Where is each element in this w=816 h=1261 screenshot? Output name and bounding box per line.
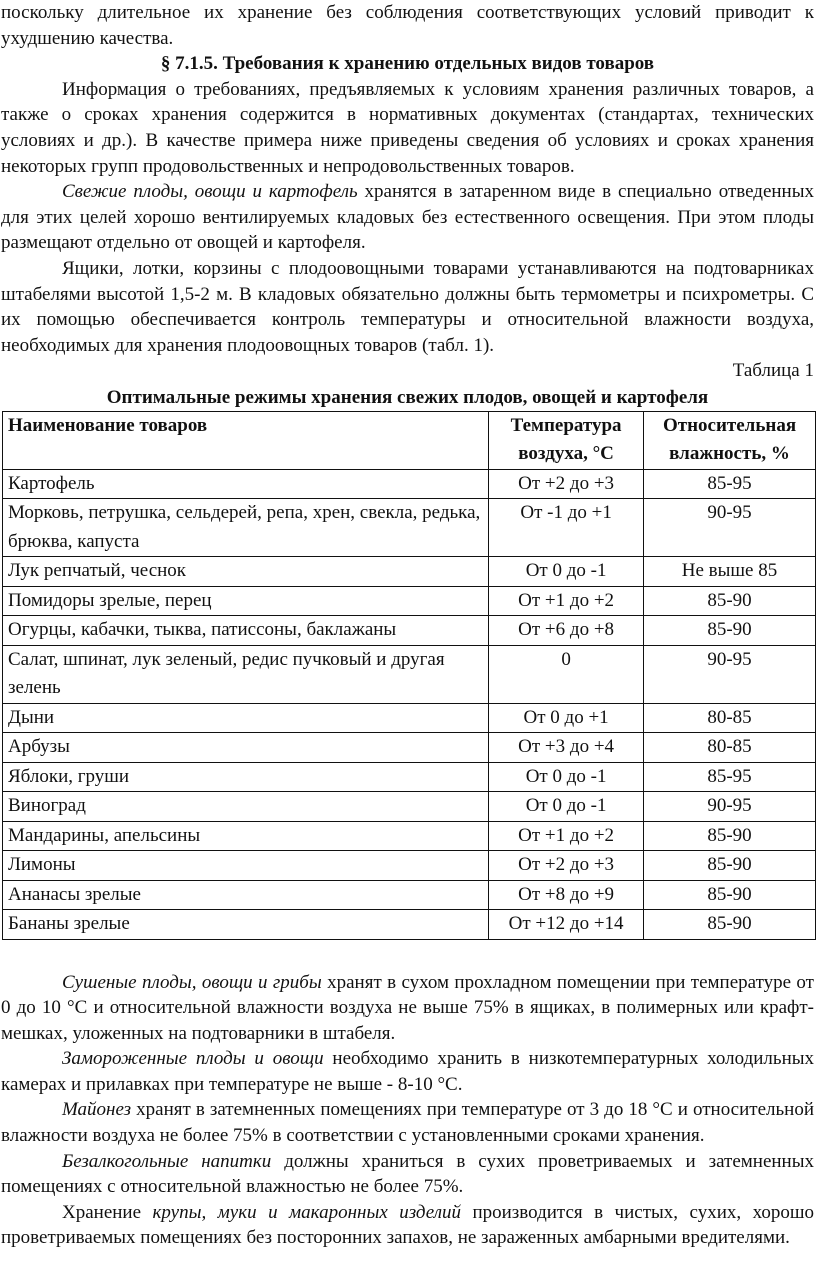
cell-temperature: От -1 до +1 <box>489 499 644 557</box>
paragraph-mayonnaise-text: хранят в затемненных помещениях при температуре от 3 до 18 °С и относительной влажности воздуха не более 75% в соответствии с установленными сроками хранения. <box>1 1099 814 1147</box>
cell-humidity: 85-90 <box>644 821 816 851</box>
paragraph-frozen-produce-italic: Замороженные плоды и овощи <box>62 1048 324 1070</box>
header-temperature: Температура воздуха, °С <box>489 411 644 469</box>
cell-product-name: Помидоры зрелые, перец <box>3 586 489 616</box>
table-title: Оптимальные режимы хранения свежих плодов, овощей и картофеля <box>106 386 709 408</box>
cell-temperature: От +2 до +3 <box>489 469 644 499</box>
cell-temperature: От +3 до +4 <box>489 733 644 763</box>
table-caption: Таблица 1 <box>732 360 814 382</box>
cell-product-name: Виноград <box>3 792 489 822</box>
paragraph-grains-flour-italic: крупы, муки и макаронных изделий <box>152 1201 461 1223</box>
paragraph-dried-produce-italic: Сушеные плоды, овощи и грибы <box>62 971 322 993</box>
cell-humidity: 85-90 <box>644 616 816 646</box>
paragraph-mayonnaise <box>1 1097 814 1148</box>
paragraph-soft-drinks-text: должны храниться в сухих проветриваемых и затемненных помещениях с относительной влажностью не более 75%. <box>1 1150 814 1198</box>
cell-product-name: Бананы зрелые <box>3 910 489 940</box>
cell-temperature: От +12 до +14 <box>489 910 644 940</box>
cell-humidity: 90-95 <box>644 792 816 822</box>
cell-product-name: Морковь, петрушка, сельдерей, репа, хрен, свекла, редька, брюква, капуста <box>3 499 489 557</box>
cell-humidity: 85-95 <box>644 469 816 499</box>
paragraph-fresh-produce <box>1 179 814 256</box>
intro-tail-paragraph: поскольку длительное их хранение без соблюдения соответствующих условий приводит к ухудшению качества. <box>1 2 814 49</box>
cell-humidity: 80-85 <box>644 733 816 763</box>
table-row <box>3 821 816 851</box>
table-row <box>3 762 816 792</box>
cell-product-name: Салат, шпинат, лук зеленый, редис пучковый и другая зелень <box>3 645 489 703</box>
paragraph-grains-flour-lead: Хранение <box>62 1201 153 1223</box>
cell-humidity: 85-90 <box>644 880 816 910</box>
paragraph-dried-produce-text: хранят в сухом прохладном помещении при температуре от 0 до 10 °С и относительной влажности воздуха не выше 75% в ящиках, в полимерных или крафт-мешках, уложенных на подтоварники в штабеля. <box>1 971 814 1044</box>
cell-product-name: Арбузы <box>3 733 489 763</box>
cell-product-name: Мандарины, апельсины <box>3 821 489 851</box>
table-row <box>3 499 816 557</box>
table-row <box>3 910 816 940</box>
paragraph-fresh-produce-italic: Свежие плоды, овощи и картофель <box>62 181 358 203</box>
cell-humidity: 85-90 <box>644 851 816 881</box>
cell-humidity: 85-90 <box>644 910 816 940</box>
cell-humidity: 85-95 <box>644 762 816 792</box>
header-product-name: Наименование товаров <box>3 411 489 469</box>
cell-humidity: 90-95 <box>644 499 816 557</box>
paragraph-soft-drinks-italic: Безалкогольные напитки <box>62 1150 272 1172</box>
paragraph-frozen-produce <box>1 1046 814 1097</box>
table-row <box>3 880 816 910</box>
table-row <box>3 792 816 822</box>
cell-product-name: Дыни <box>3 703 489 733</box>
paragraph-mayonnaise-italic: Майонез <box>62 1099 132 1121</box>
cell-temperature: От 0 до -1 <box>489 762 644 792</box>
cell-temperature: От 0 до -1 <box>489 792 644 822</box>
table-row <box>3 703 816 733</box>
paragraph-boxes-storage: Ящики, лотки, корзины с плодоовощными товарами устанавливаются на подтоварниках штабелями высотой 1,5-2 м. В кладовых обязательно должны быть термометры и психрометры. С их помощью обеспечивается контроль температуры и относительной влажности воздуха, необходимых для хранения плодоовощных товаров (табл. 1). <box>1 257 814 356</box>
cell-product-name: Картофель <box>3 469 489 499</box>
cell-temperature: От 0 до -1 <box>489 557 644 587</box>
cell-humidity: 80-85 <box>644 703 816 733</box>
cell-humidity: 90-95 <box>644 645 816 703</box>
cell-temperature: От +1 до +2 <box>489 821 644 851</box>
cell-product-name: Лук репчатый, чеснок <box>3 557 489 587</box>
table-row <box>3 586 816 616</box>
cell-temperature: 0 <box>489 645 644 703</box>
table-row <box>3 851 816 881</box>
spacer <box>1 940 814 970</box>
table-header-row <box>3 411 816 469</box>
section-title: § 7.1.5. Требования к хранению отдельных видов товаров <box>160 53 655 75</box>
cell-temperature: От +1 до +2 <box>489 586 644 616</box>
table-body <box>3 469 816 939</box>
cell-humidity: Не выше 85 <box>644 557 816 587</box>
cell-temperature: От 0 до +1 <box>489 703 644 733</box>
cell-product-name: Ананасы зрелые <box>3 880 489 910</box>
paragraph-requirements-info: Информация о требованиях, предъявляемых к условиям хранения различных товаров, а также о сроках хранения содержится в нормативных документах (стандартах, технических условиях и др.). В качестве примера ниже приведены сведения об условиях и сроках хранения некоторых групп продовольственных и непродовольственных товаров. <box>1 78 814 177</box>
cell-temperature: От +6 до +8 <box>489 616 644 646</box>
table-row <box>3 616 816 646</box>
cell-product-name: Огурцы, кабачки, тыква, патиссоны, баклажаны <box>3 616 489 646</box>
table-row <box>3 557 816 587</box>
paragraph-grains-flour-text: производится в чистых, сухих, хорошо проветриваемых помещениях без посторонних запахов, не зараженных амбарными вредителями. <box>1 1201 814 1249</box>
cell-product-name: Лимоны <box>3 851 489 881</box>
cell-temperature: От +2 до +3 <box>489 851 644 881</box>
paragraph-dried-produce <box>1 970 814 1047</box>
table-row <box>3 733 816 763</box>
storage-table <box>2 411 816 940</box>
table-row <box>3 645 816 703</box>
paragraph-grains-flour <box>1 1200 814 1251</box>
table-row <box>3 469 816 499</box>
cell-product-name: Яблоки, груши <box>3 762 489 792</box>
cell-temperature: От +8 до +9 <box>489 880 644 910</box>
paragraph-fresh-produce-text: хранятся в затаренном виде в специально отведенных для этих целей хорошо вентилируемых кладовых без естественного освещения. При этом плоды размещают отдельно от овощей и картофеля. <box>1 181 814 254</box>
header-humidity: Относительная влажность, % <box>644 411 816 469</box>
cell-humidity: 85-90 <box>644 586 816 616</box>
paragraph-frozen-produce-text: необходимо хранить в низкотемпературных холодильных камерах и прилавках при температуре не выше - 8-10 °С. <box>1 1048 814 1095</box>
paragraph-soft-drinks <box>1 1149 814 1200</box>
